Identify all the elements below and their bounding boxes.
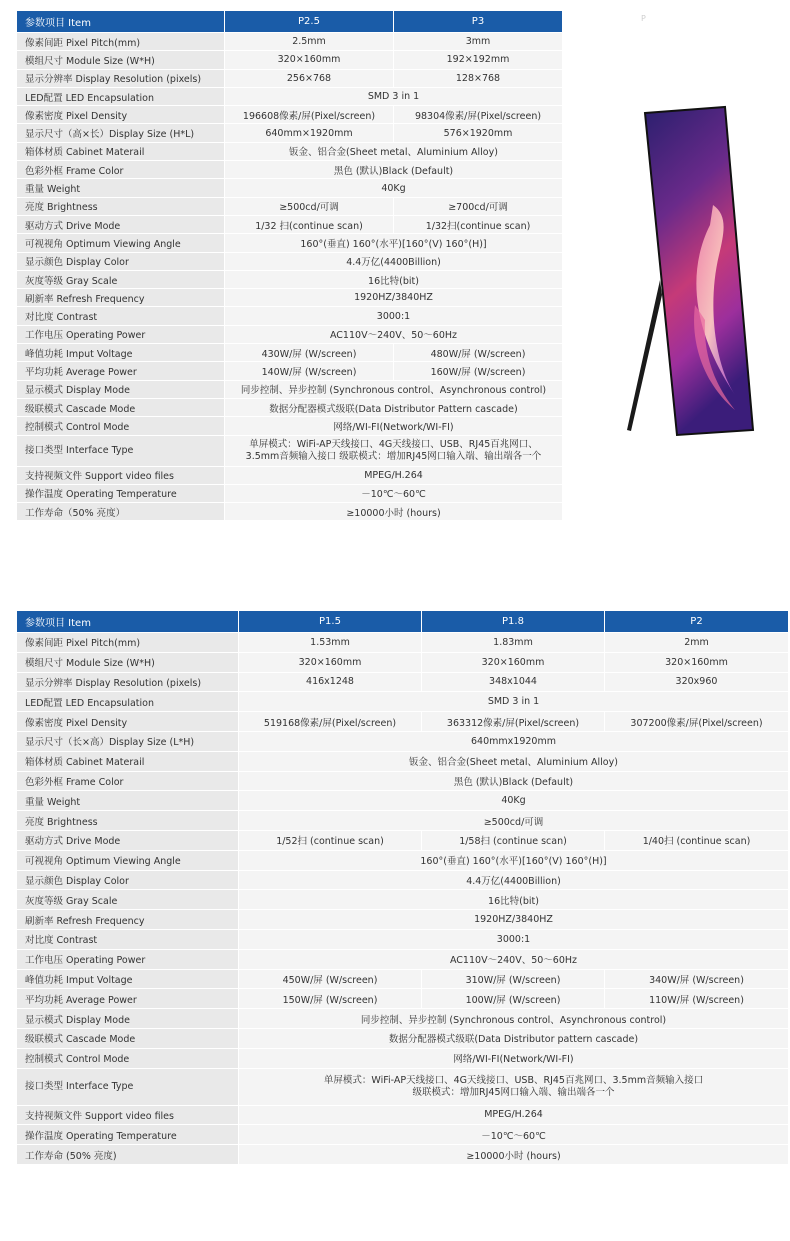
table-row <box>17 234 563 252</box>
row-value-merged: AC110V～240V、50～60Hz <box>239 949 789 969</box>
header-model: P2 <box>605 611 789 633</box>
table-row <box>17 106 563 124</box>
row-value: 1/32扫(continue scan) <box>394 215 563 233</box>
row-value-merged: 16比特(bit) <box>225 270 563 288</box>
row-value-merged: 黑色 (默认)Black (Default) <box>239 771 789 791</box>
row-label: 灰度等级 Gray Scale <box>17 270 225 288</box>
row-label: 箱体材质 Cabinet Materail <box>17 751 239 771</box>
row-label: 显示分辨率 Display Resolution (pixels) <box>17 672 239 692</box>
row-label: 级联模式 Cascade Mode <box>17 1028 239 1048</box>
row-label: 对比度 Contrast <box>17 929 239 949</box>
row-label: 刷新率 Refresh Frequency <box>17 289 225 307</box>
spec-table-p25-p3 <box>16 10 563 521</box>
row-label: 可视视角 Optimum Viewing Angle <box>17 234 225 252</box>
spec-table-p15-p18-p2 <box>16 610 789 1165</box>
row-value-merged: AC110V～240V、50～60Hz <box>225 325 563 343</box>
row-value: 320×160mm <box>422 652 605 672</box>
row-value: 307200像素/屏(Pixel/screen) <box>605 712 789 732</box>
row-value-merged: ≥10000小时 (hours) <box>239 1145 789 1165</box>
row-label: 显示分辨率 Display Resolution (pixels) <box>17 69 225 87</box>
row-value: 110W/屏 (W/screen) <box>605 989 789 1009</box>
row-value: 363312像素/屏(Pixel/screen) <box>422 712 605 732</box>
row-label: 接口类型 Interface Type <box>17 435 225 466</box>
row-value-merged: 钣金、铝合金(Sheet metal、Aluminium Alloy) <box>239 751 789 771</box>
row-value-merged: 640mmx1920mm <box>239 731 789 751</box>
row-label: 像素间距 Pixel Pitch(mm) <box>17 633 239 653</box>
row-label: 平均功耗 Average Power <box>17 362 225 380</box>
row-value: 576×1920mm <box>394 124 563 142</box>
table-row <box>17 197 563 215</box>
row-label: LED配置 LED Encapsulation <box>17 692 239 712</box>
table-row <box>17 325 563 343</box>
row-label: 显示颜色 Display Color <box>17 252 225 270</box>
table-row <box>17 731 789 751</box>
row-label: 峰值功耗 Imput Voltage <box>17 969 239 989</box>
row-value: 320×160mm <box>239 652 422 672</box>
row-value: 140W/屏 (W/screen) <box>225 362 394 380</box>
row-label: 显示尺寸（长×高）Display Size (L*H) <box>17 731 239 751</box>
table-row <box>17 417 563 435</box>
table-row <box>17 484 563 502</box>
value-line: 3.5mm音频输入接口 级联模式：增加RJ45网口输入端、输出端各一个 <box>245 450 542 462</box>
row-label: 亮度 Brightness <box>17 811 239 831</box>
row-label: 工作电压 Operating Power <box>17 949 239 969</box>
table-row <box>17 751 789 771</box>
row-value: 1/40扫 (continue scan) <box>605 830 789 850</box>
row-value: 310W/屏 (W/screen) <box>422 969 605 989</box>
row-value-merged: ≥500cd/可调 <box>239 811 789 831</box>
row-label: 显示颜色 Display Color <box>17 870 239 890</box>
table-row <box>17 1009 789 1029</box>
table-row <box>17 1028 789 1048</box>
table-row <box>17 771 789 791</box>
table-row <box>17 289 563 307</box>
table-row <box>17 51 563 69</box>
row-value-merged: 40Kg <box>225 179 563 197</box>
table-row <box>17 33 563 51</box>
row-label: 色彩外框 Frame Color <box>17 771 239 791</box>
row-value: 1/32 扫(continue scan) <box>225 215 394 233</box>
row-value: 519168像素/屏(Pixel/screen) <box>239 712 422 732</box>
row-label: 可视视角 Optimum Viewing Angle <box>17 850 239 870</box>
table-row <box>17 672 789 692</box>
header-model: P2.5 <box>225 11 394 33</box>
row-value: 480W/屏 (W/screen) <box>394 344 563 362</box>
row-label: 工作寿命（50% 亮度） <box>17 503 225 521</box>
row-value: 1.83mm <box>422 633 605 653</box>
row-value: 450W/屏 (W/screen) <box>239 969 422 989</box>
row-label: 级联模式 Cascade Mode <box>17 398 225 416</box>
row-label: 刷新率 Refresh Frequency <box>17 910 239 930</box>
row-label: 重量 Weight <box>17 179 225 197</box>
row-value-merged: 3000:1 <box>225 307 563 325</box>
value-line: 单屏模式：WiFi-AP天线接口、4G天线接口、USB、RJ45百兆网口、3.5mm音频输入接口 <box>323 1074 704 1086</box>
table-row <box>17 910 789 930</box>
row-label: 平均功耗 Average Power <box>17 989 239 1009</box>
row-value-merged: 4.4万亿(4400Billion) <box>239 870 789 890</box>
row-value-merged: 数据分配器模式级联(Data Distributor Pattern cascade) <box>225 398 563 416</box>
table-row <box>17 969 789 989</box>
value-line: 级联模式：增加RJ45网口输入端、输出端各一个 <box>412 1086 615 1098</box>
row-value-merged <box>225 435 563 466</box>
table-row <box>17 215 563 233</box>
table-row <box>17 989 789 1009</box>
row-value: 128×768 <box>394 69 563 87</box>
row-value-merged: 黑色 (默认)Black (Default) <box>225 161 563 179</box>
table-row <box>17 949 789 969</box>
row-value: 98304像素/屏(Pixel/screen) <box>394 106 563 124</box>
row-value-merged: 同步控制、异步控制 (Synchronous control、Asynchronous control) <box>239 1009 789 1029</box>
row-value: 150W/屏 (W/screen) <box>239 989 422 1009</box>
faint-mark: P <box>641 14 646 23</box>
row-label: 控制模式 Control Mode <box>17 1048 239 1068</box>
row-value: 340W/屏 (W/screen) <box>605 969 789 989</box>
row-value-merged: 网络/WI-FI(Network/WI-FI) <box>225 417 563 435</box>
table-row <box>17 252 563 270</box>
table-row <box>17 870 789 890</box>
header-model: P1.5 <box>239 611 422 633</box>
row-value-merged: 1920HZ/3840HZ <box>239 910 789 930</box>
header-model: P1.8 <box>422 611 605 633</box>
table-row <box>17 1048 789 1068</box>
table-row <box>17 830 789 850</box>
row-value: 100W/屏 (W/screen) <box>422 989 605 1009</box>
table-row <box>17 811 789 831</box>
table-row <box>17 435 563 466</box>
row-label: 支持视频文件 Support video files <box>17 466 225 484</box>
table-row <box>17 652 789 672</box>
row-label: 显示模式 Display Mode <box>17 380 225 398</box>
row-value-merged: －10℃～60℃ <box>225 484 563 502</box>
row-value: 1/52扫 (continue scan) <box>239 830 422 850</box>
row-label: 控制模式 Control Mode <box>17 417 225 435</box>
row-label: 模组尺寸 Module Size (W*H) <box>17 51 225 69</box>
table-row <box>17 179 563 197</box>
table-row <box>17 1105 789 1125</box>
row-label: 模组尺寸 Module Size (W*H) <box>17 652 239 672</box>
row-value: 1.53mm <box>239 633 422 653</box>
row-value: 430W/屏 (W/screen) <box>225 344 394 362</box>
table-row <box>17 712 789 732</box>
row-label: 灰度等级 Gray Scale <box>17 890 239 910</box>
row-value-merged: 160°(垂直) 160°(水平)[160°(V) 160°(H)] <box>239 850 789 870</box>
table-row <box>17 398 563 416</box>
row-value-merged: 3000:1 <box>239 929 789 949</box>
table-row <box>17 791 789 811</box>
row-value-merged: 40Kg <box>239 791 789 811</box>
row-label: 驱动方式 Drive Mode <box>17 830 239 850</box>
table-row <box>17 161 563 179</box>
table-row <box>17 344 563 362</box>
table-header-row <box>17 611 789 633</box>
row-label: 操作温度 Operating Temperature <box>17 1125 239 1145</box>
row-label: 接口类型 Interface Type <box>17 1068 239 1105</box>
poster-stand <box>627 280 662 431</box>
row-value-merged: ≥10000小时 (hours) <box>225 503 563 521</box>
row-value: 320×160mm <box>225 51 394 69</box>
row-value-merged: 1920HZ/3840HZ <box>225 289 563 307</box>
row-value-merged: MPEG/H.264 <box>225 466 563 484</box>
row-value-merged: 160°(垂直) 160°(水平)[160°(V) 160°(H)] <box>225 234 563 252</box>
row-label: 显示模式 Display Mode <box>17 1009 239 1029</box>
table-row <box>17 503 563 521</box>
row-value-merged: SMD 3 in 1 <box>239 692 789 712</box>
table-row <box>17 362 563 380</box>
row-label: 操作温度 Operating Temperature <box>17 484 225 502</box>
row-label: 重量 Weight <box>17 791 239 811</box>
row-value-merged: 16比特(bit) <box>239 890 789 910</box>
row-label: 驱动方式 Drive Mode <box>17 215 225 233</box>
row-value-merged: MPEG/H.264 <box>239 1105 789 1125</box>
row-label: 像素密度 Pixel Density <box>17 106 225 124</box>
row-label: 支持视频文件 Support video files <box>17 1105 239 1125</box>
row-value-merged: 同步控制、异步控制 (Synchronous control、Asynchronous control) <box>225 380 563 398</box>
row-value-merged: 4.4万亿(4400Billion) <box>225 252 563 270</box>
row-label: 箱体材质 Cabinet Materail <box>17 142 225 160</box>
row-value: 256×768 <box>225 69 394 87</box>
row-value: 1/58扫 (continue scan) <box>422 830 605 850</box>
row-label: 显示尺寸（高×长）Display Size (H*L) <box>17 124 225 142</box>
table-row <box>17 124 563 142</box>
row-value: 320×160mm <box>605 652 789 672</box>
table-row <box>17 142 563 160</box>
row-label: 色彩外框 Frame Color <box>17 161 225 179</box>
table-row <box>17 929 789 949</box>
row-value: 192×192mm <box>394 51 563 69</box>
row-value: ≥500cd/可调 <box>225 197 394 215</box>
table-row <box>17 890 789 910</box>
row-value: 2.5mm <box>225 33 394 51</box>
row-value-merged: 数据分配器模式级联(Data Distributor pattern cascade) <box>239 1028 789 1048</box>
table-row <box>17 633 789 653</box>
table-row <box>17 1068 789 1105</box>
row-label: 像素间距 Pixel Pitch(mm) <box>17 33 225 51</box>
table-row <box>17 850 789 870</box>
value-line: 单屏模式：WiFi-AP天线接口、4G天线接口、USB、RJ45百兆网口、 <box>249 438 538 450</box>
row-value-merged: 网络/WI-FI(Network/WI-FI) <box>239 1048 789 1068</box>
row-value-merged: SMD 3 in 1 <box>225 87 563 105</box>
row-value: 2mm <box>605 633 789 653</box>
row-label: 对比度 Contrast <box>17 307 225 325</box>
table-row <box>17 1145 789 1165</box>
led-poster-display-image <box>615 105 775 445</box>
table-row <box>17 270 563 288</box>
table-row <box>17 307 563 325</box>
table-row <box>17 380 563 398</box>
table-row <box>17 692 789 712</box>
table-header-row <box>17 11 563 33</box>
row-value-merged: －10℃～60℃ <box>239 1125 789 1145</box>
row-value: 160W/屏 (W/screen) <box>394 362 563 380</box>
header-item: 参数项目 Item <box>17 11 225 33</box>
table-row <box>17 87 563 105</box>
header-model: P3 <box>394 11 563 33</box>
row-value: 640mm×1920mm <box>225 124 394 142</box>
row-label: 峰值功耗 Imput Voltage <box>17 344 225 362</box>
row-value-merged <box>239 1068 789 1105</box>
row-label: LED配置 LED Encapsulation <box>17 87 225 105</box>
row-value-merged: 钣金、铝合金(Sheet metal、Aluminium Alloy) <box>225 142 563 160</box>
header-item: 参数项目 Item <box>17 611 239 633</box>
row-value: 348x1044 <box>422 672 605 692</box>
table-row <box>17 466 563 484</box>
table-row <box>17 1125 789 1145</box>
row-label: 工作寿命 (50% 亮度) <box>17 1145 239 1165</box>
row-label: 亮度 Brightness <box>17 197 225 215</box>
row-value: 196608像素/屏(Pixel/screen) <box>225 106 394 124</box>
row-value: ≥700cd/可调 <box>394 197 563 215</box>
row-label: 像素密度 Pixel Density <box>17 712 239 732</box>
row-value: 416x1248 <box>239 672 422 692</box>
row-value: 320x960 <box>605 672 789 692</box>
row-value: 3mm <box>394 33 563 51</box>
row-label: 工作电压 Operating Power <box>17 325 225 343</box>
table-row <box>17 69 563 87</box>
